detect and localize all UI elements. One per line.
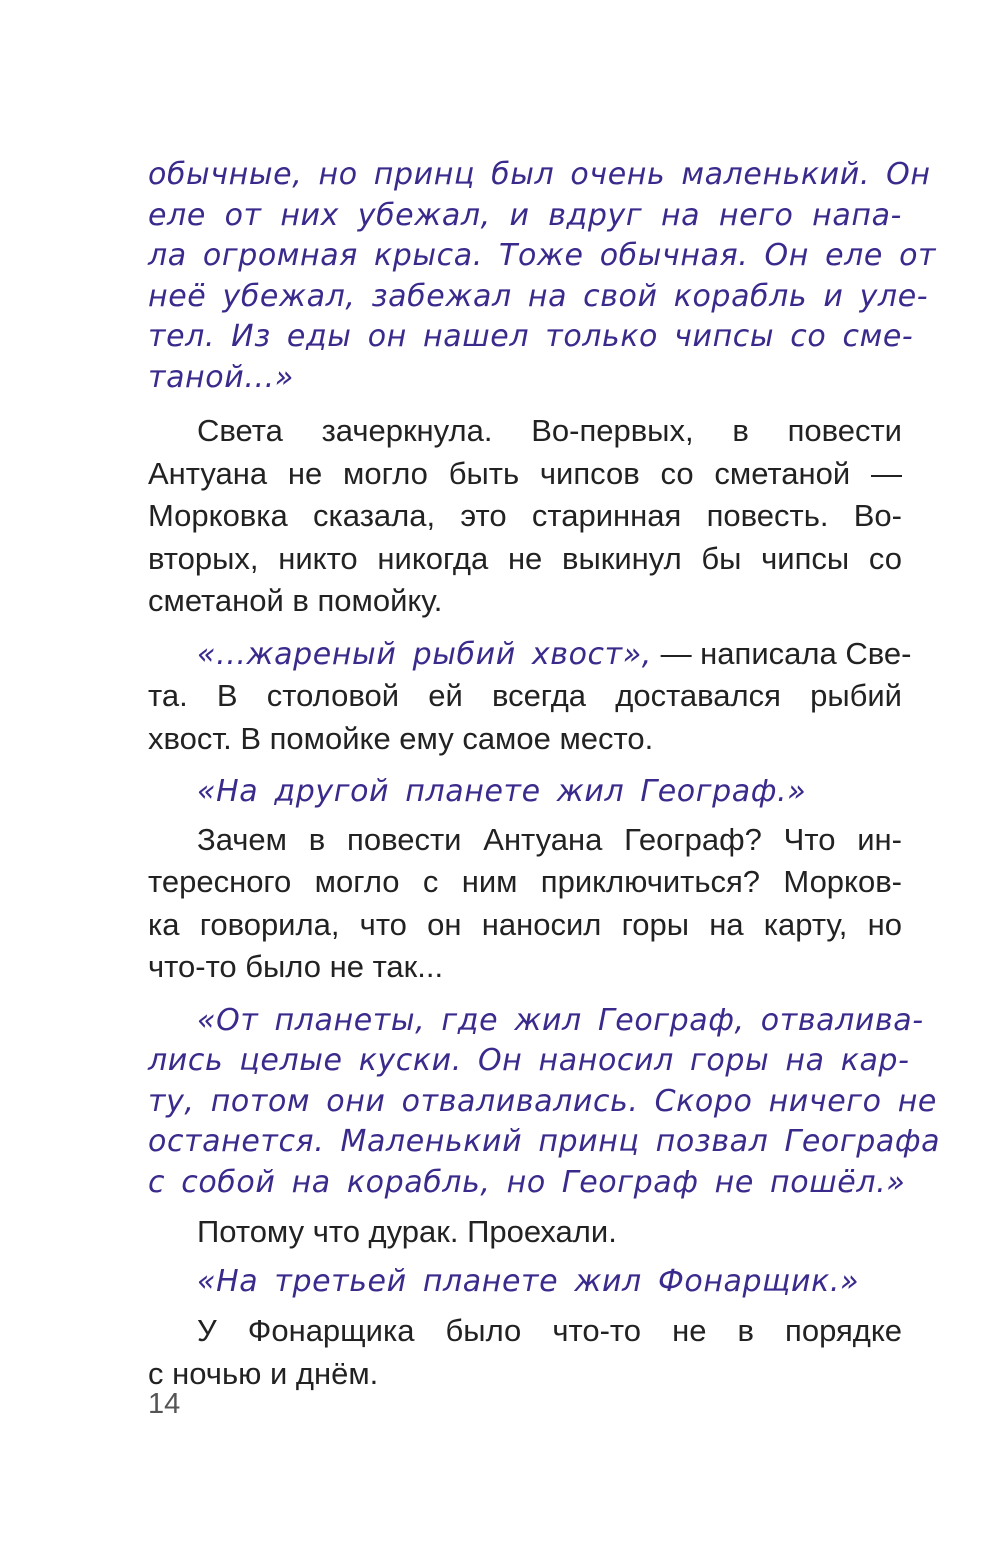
prose-text: — написала Све- — [651, 635, 912, 671]
text-line: что-то было не так... — [148, 949, 444, 984]
text-line: «От планеты, где жил Географ, отвалива- — [197, 1002, 924, 1038]
text-line: ка говорила, что он наносил горы на карту, но — [148, 906, 902, 942]
text-line: Света зачеркнула. Во-первых, в повести — [197, 413, 902, 448]
text-line: неё убежал, забежал на свой корабль и уле- — [148, 278, 929, 314]
paragraph-5 — [148, 1310, 902, 1395]
text-line: еле от них убежал, и вдруг на него напа- — [148, 197, 902, 233]
text-line: хвост. В помойке ему самое место. — [148, 720, 654, 756]
paragraph-2 — [148, 633, 912, 761]
handwritten-passage-3 — [148, 1001, 941, 1204]
text-line: лись целые куски. Он наносил горы на кар- — [148, 1043, 910, 1078]
text-line: с ночью и днём. — [148, 1355, 379, 1391]
text-line: вторых, никто никогда не выкинул бы чипсы со — [148, 540, 902, 576]
text-line: с собой на корабль, но Географ не пошёл.» — [148, 1164, 906, 1200]
text-line: тересного могло с ним приключиться? Морков- — [148, 864, 902, 899]
text-line: обычные, но принц был очень маленький. Он — [148, 157, 931, 192]
text-line: ту, потом они отваливались. Скоро ничего не — [148, 1083, 937, 1119]
handwritten-passage-1 — [148, 155, 937, 398]
text-line: останется. Маленький принц позвал Географа — [148, 1124, 941, 1159]
page-body — [148, 150, 941, 1395]
text-line — [148, 633, 912, 676]
text-line: «На третьей планете жил Фонарщик.» — [197, 1263, 860, 1299]
text-line: Потому что дурак. Проехали. — [197, 1214, 617, 1249]
handwritten-passage-4 — [148, 1262, 902, 1303]
text-line: Зачем в повести Антуана Географ? Что ин- — [197, 821, 902, 857]
text-line: Морковка сказала, это старинная повесть. Во- — [148, 498, 902, 533]
text-line: У Фонарщика было что-то не в порядке — [197, 1313, 902, 1348]
paragraph-3 — [148, 819, 902, 989]
paragraph-4 — [148, 1211, 902, 1254]
text-line: таной...» — [148, 359, 294, 395]
text-line: ла огромная крыса. Тоже обычная. Он еле от — [148, 238, 937, 273]
text-line: та. В столовой ей всегда доставался рыбий — [148, 678, 902, 713]
text-line: сметаной в помойку. — [148, 583, 443, 618]
text-line: тел. Из еды он нашел только чипсы со сме- — [148, 319, 914, 354]
page-number: 14 — [148, 1388, 181, 1420]
text-line: Антуана не могло быть чипсов со сметаной — — [148, 455, 902, 491]
handwritten-quote: «...жареный рыбий хвост», — [197, 636, 652, 672]
text-line: «На другой планете жил Географ.» — [197, 774, 807, 809]
handwritten-passage-2 — [148, 772, 902, 813]
paragraph-1 — [148, 410, 902, 623]
